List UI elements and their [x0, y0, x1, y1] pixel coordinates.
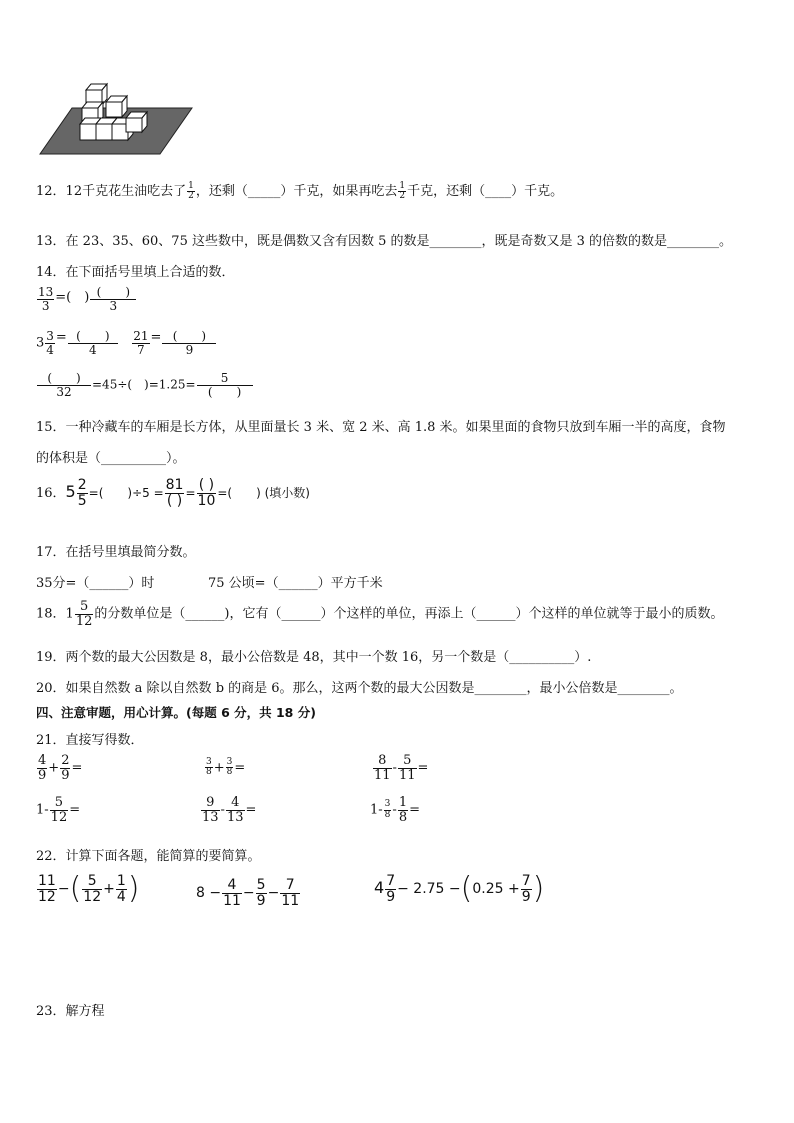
- cube-stack-figure: [36, 74, 196, 158]
- q12-frac-1: $\frac{1}{2}$: [188, 180, 194, 201]
- q22-expr-2: 8 − $\frac{4}{11}$ − $\frac{5}{9}$ − $\frac{7}{11}$: [196, 877, 300, 909]
- q14-row-1: $\frac{13}{3}$ =( ) $\frac{( )}{3}$: [36, 286, 137, 312]
- question-20: 20．如果自然数 a 除以自然数 b 的商是 6。那么，这两个数的最大公因数是________，最小公倍数是________。: [36, 681, 683, 696]
- q17-a: 35分=（______）时: [36, 576, 155, 591]
- q22-expr-3: 4 $\frac{7}{9}$ − 2.75 −(0.25 + $\frac{7}{9}$ ): [374, 871, 545, 907]
- section-4-heading: 四、注意审题，用心计算。(每题 6 分，共 18 分): [36, 705, 316, 720]
- q21-expr-2: $\frac{3}{8}$ + $\frac{3}{8}$ =: [206, 757, 246, 778]
- question-22-title: 22．计算下面各题，能简算的要简算。: [36, 849, 261, 864]
- q21-expr-3: $\frac{8}{11}$ - $\frac{5}{11}$ =: [374, 753, 429, 783]
- question-16: 16．5 $\frac{2}{5}$ =( )÷5 = $\frac{81}{( )}$ = $\frac{( )}{10}$ =( ) (填小数): [36, 477, 310, 509]
- question-15-line-1: 15．一种冷藏车的车厢是长方体，从里面量长 3 米、宽 2 米、高 1.8 米。如果里面的食物只放到车厢一半的高度，食物: [36, 420, 726, 435]
- q12-frac-2: $\frac{1}{2}$: [399, 180, 406, 201]
- question-14-title: 14．在下面括号里填上合适的数．: [36, 265, 235, 280]
- question-13: 13．在 23、35、60、75 这些数中，既是偶数又含有因数 5 的数是________，既是奇数又是 3 的倍数的数是________。: [36, 234, 733, 249]
- question-23: 23．解方程: [36, 1004, 105, 1019]
- q21-expr-1: $\frac{4}{9}$ + $\frac{2}{9}$ =: [38, 753, 83, 783]
- q14-row-3: $\frac{( )}{32}$ =45÷( )=1.25= $\frac{5}{( )}$: [36, 372, 254, 398]
- q12-pre: 12．12千克花生油吃去了: [36, 184, 187, 199]
- q17-b: 75 公顷=（______）平方千米: [208, 576, 383, 591]
- q21-expr-5: $\frac{9}{13}$ - $\frac{4}{13}$ =: [202, 795, 257, 825]
- question-21-title: 21．直接写得数．: [36, 733, 144, 748]
- q14-row-2: 3 $\frac{3}{4}$ = $\frac{( )}{4}$ $\frac{21}{7}$ = $\frac{( )}{9}$: [36, 330, 217, 356]
- question-18: 18．1 $\frac{5}{12}$ 的分数单位是（______)，它有（______）个这样的单位，再添上（______）个这样的单位就等于最小的质数。: [36, 599, 724, 629]
- question-19: 19．两个数的最大公因数是 8，最小公倍数是 48，其中一个数 16，另一个数是（__________）.: [36, 650, 592, 665]
- q22-expr-1: $\frac{11}{12}$ −( $\frac{5}{12}$ + $\frac{1}{4}$ ): [38, 871, 140, 907]
- question-12: [36, 180, 563, 201]
- q21-expr-4: 1- $\frac{5}{12}$ =: [36, 795, 81, 825]
- question-17-title: 17．在括号里填最简分数。: [36, 545, 196, 560]
- question-15-line-2: 的体积是（__________）。: [36, 451, 186, 466]
- q21-expr-6: 1- $\frac{3}{8}$ - $\frac{1}{8}$ =: [370, 795, 420, 825]
- q12-mid-2: 千克，还剩（____）千克。: [407, 184, 564, 199]
- q12-mid-1: ，还剩（_____）千克，如果再吃去: [195, 184, 398, 199]
